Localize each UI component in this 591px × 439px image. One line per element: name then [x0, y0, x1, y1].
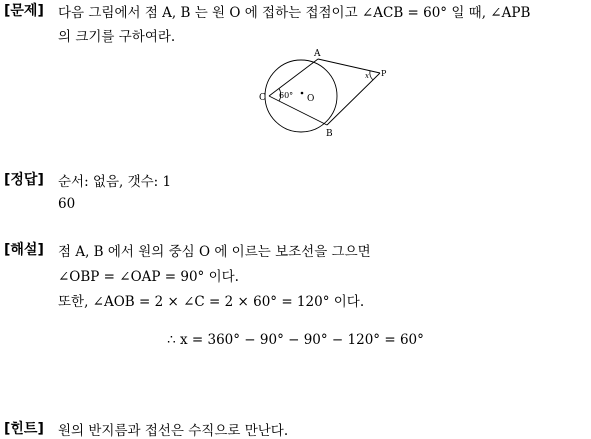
- point-label-a: A: [314, 49, 321, 59]
- solution-equation: ∴ x = 360° − 90° − 90° − 120° = 60°: [167, 332, 424, 348]
- angle-label-p: x: [365, 72, 369, 80]
- angle-arc-p: [370, 71, 373, 80]
- answer-value: 60: [58, 196, 76, 212]
- hint-label: [힌트]: [4, 421, 44, 437]
- point-label-c: C: [259, 93, 266, 103]
- solution-line-3: 또한, ∠AOB = 2 × ∠C = 2 × 60° = 120° 이다.: [58, 294, 365, 310]
- geometry-figure: [255, 46, 395, 138]
- angle-label-c: 60°: [279, 91, 294, 100]
- circle-o: [265, 60, 337, 132]
- line-ca: [269, 59, 318, 96]
- line-bp: [327, 73, 380, 125]
- hint-text: 원의 반지름과 접선은 수직으로 만난다.: [58, 423, 289, 439]
- point-label-o: O: [307, 94, 315, 104]
- problem-text-line-1: 다음 그림에서 점 A, B 는 원 O 에 접하는 접점이고 ∠ACB = 60° 일 때, ∠APB: [58, 5, 531, 21]
- point-label-b: B: [326, 129, 333, 138]
- solution-line-2: ∠OBP = ∠OAP = 90° 이다.: [58, 269, 239, 285]
- problem-text-line-2: 의 크기를 구하여라.: [58, 29, 176, 45]
- solution-line-1: 점 A, B 에서 원의 중심 O 에 이르는 보조선을 그으면: [58, 244, 371, 260]
- answer-label: [정답]: [4, 172, 44, 188]
- solution-label: [해설]: [4, 242, 44, 258]
- answer-meta: 순서: 없음, 갯수: 1: [58, 174, 172, 190]
- line-cb: [269, 96, 327, 125]
- problem-label: [문제]: [4, 3, 44, 19]
- point-label-p: P: [381, 69, 387, 78]
- center-dot-o: [301, 92, 304, 95]
